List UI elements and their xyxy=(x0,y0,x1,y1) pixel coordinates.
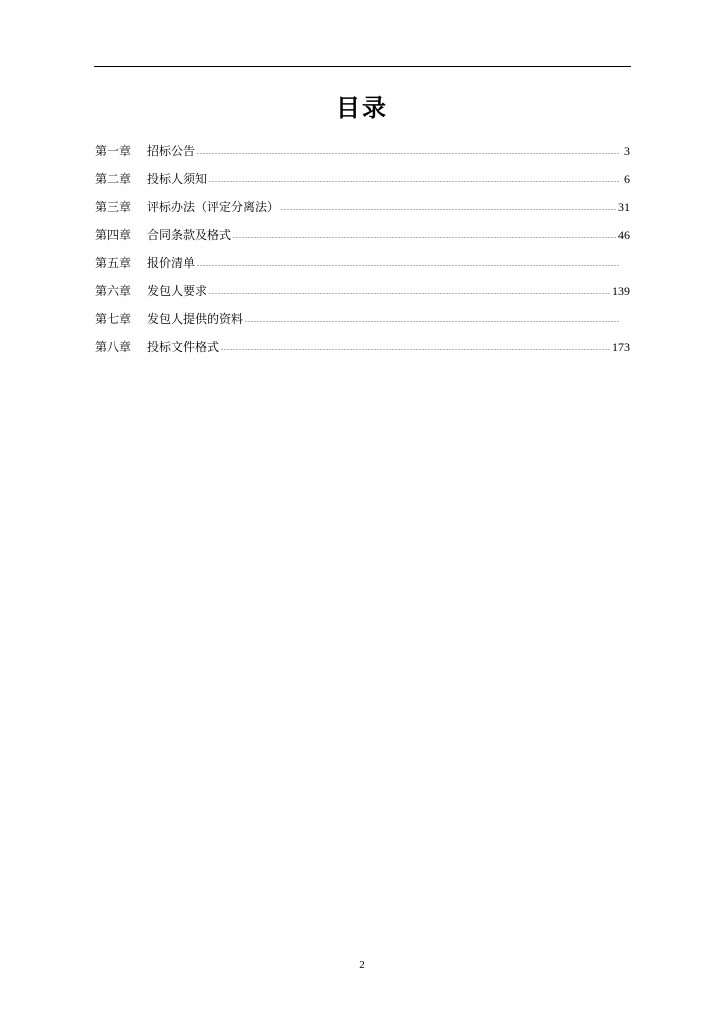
toc-entry[interactable] xyxy=(95,140,630,168)
toc-page-number: 6 xyxy=(624,172,630,186)
toc-chapter-number: 第四章 xyxy=(95,228,132,242)
toc-chapter-title: 招标公告 xyxy=(147,144,196,158)
toc-chapter-number: 第七章 xyxy=(95,312,132,326)
page-title: 目录 xyxy=(336,94,388,122)
toc-leader-dots xyxy=(197,253,620,275)
toc-chapter-number: 第三章 xyxy=(95,200,132,214)
toc-leader-dots xyxy=(209,169,620,191)
toc-chapter-number: 第二章 xyxy=(95,172,132,186)
toc-chapter-title: 投标文件格式 xyxy=(147,340,220,354)
toc-leader-dots xyxy=(233,225,616,247)
toc-entry[interactable] xyxy=(95,336,630,364)
page-number: 2 xyxy=(359,959,365,971)
toc-chapter-number: 第一章 xyxy=(95,144,132,158)
toc-entry[interactable] xyxy=(95,308,630,336)
toc-chapter-title: 发包人要求 xyxy=(147,284,208,298)
toc-chapter-title: 投标人须知 xyxy=(147,172,208,186)
toc-entry[interactable] xyxy=(95,252,630,280)
toc-leader-dots xyxy=(281,197,616,219)
toc-entry[interactable] xyxy=(95,224,630,252)
toc-page-number: 46 xyxy=(618,228,630,242)
toc-page-number: 3 xyxy=(624,144,630,158)
header-rule xyxy=(94,66,631,67)
toc-chapter-number: 第八章 xyxy=(95,340,132,354)
toc-leader-dots xyxy=(209,281,610,303)
toc-leader-dots xyxy=(221,337,610,359)
toc-entry[interactable] xyxy=(95,196,630,224)
toc-page-number: 173 xyxy=(612,340,630,354)
toc-leader-dots xyxy=(197,141,620,163)
toc-page-number: 139 xyxy=(612,284,630,298)
toc-entry[interactable] xyxy=(95,168,630,196)
toc-chapter-title: 合同条款及格式 xyxy=(147,228,232,242)
toc-chapter-title: 评标办法（评定分离法） xyxy=(147,200,280,214)
toc-entry[interactable] xyxy=(95,280,630,308)
table-of-contents xyxy=(95,140,630,364)
toc-chapter-number: 第五章 xyxy=(95,256,132,270)
toc-chapter-number: 第六章 xyxy=(95,284,132,298)
toc-page-number: 31 xyxy=(618,200,630,214)
toc-leader-dots xyxy=(245,309,620,331)
toc-chapter-title: 报价清单 xyxy=(147,256,196,270)
toc-chapter-title: 发包人提供的资料 xyxy=(147,312,244,326)
